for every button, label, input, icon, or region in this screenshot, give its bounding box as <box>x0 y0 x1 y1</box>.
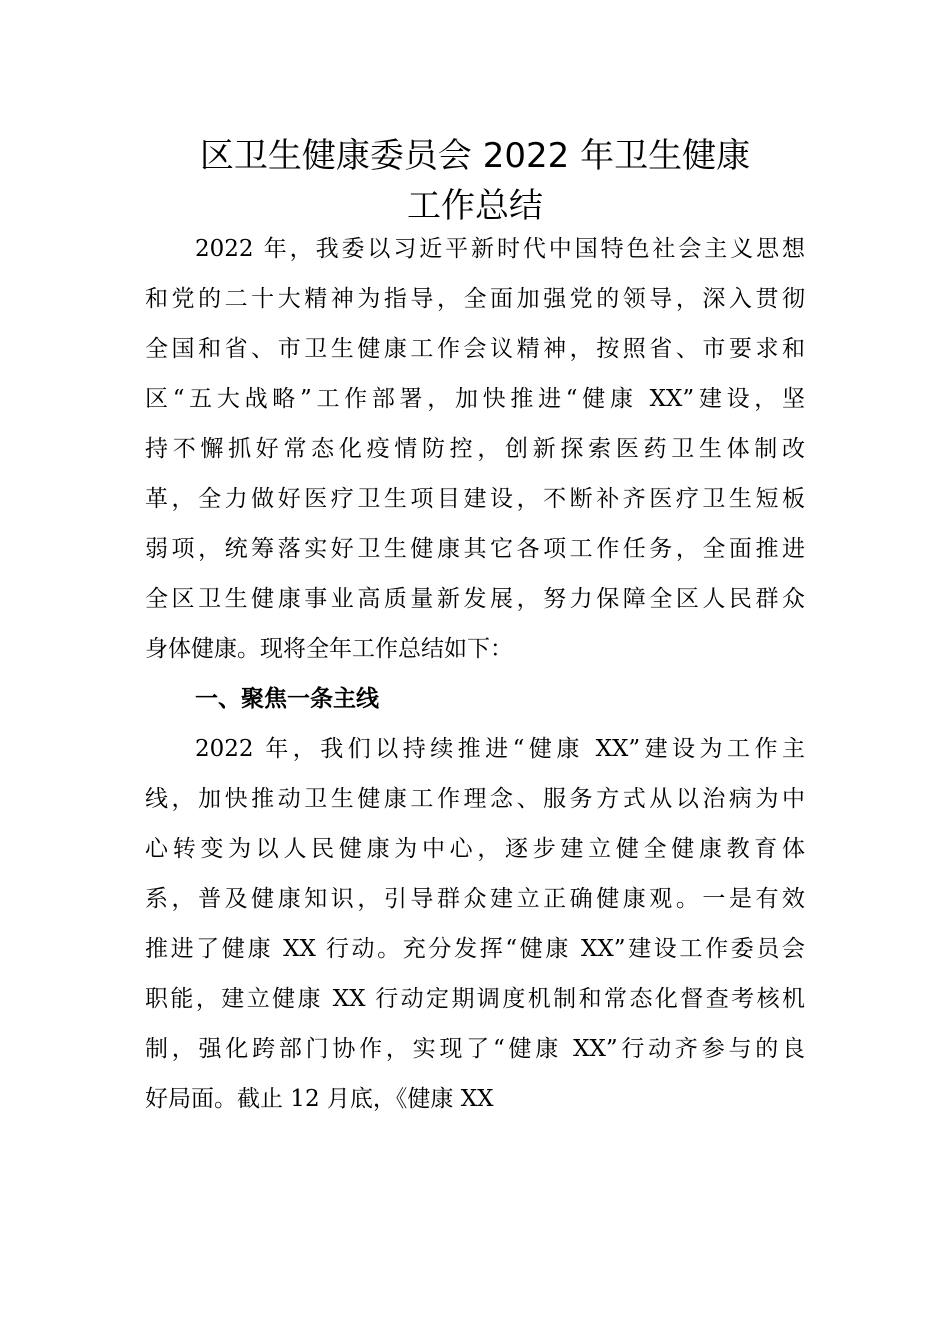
paragraph-2-line: 心转变为以人民健康为中心，逐步建立健全健康教育体 <box>145 836 805 862</box>
paragraph-1-line: 革，全力做好医疗卫生项目建设，不断补齐医疗卫生短板 <box>145 486 805 512</box>
paragraph-1-line: 全国和省、市卫生健康工作会议精神，按照省、市要求和 <box>145 336 805 362</box>
paragraph-1-line: 身体健康。现将全年工作总结如下： <box>145 636 513 662</box>
section-1-heading: 一、聚焦一条主线 <box>195 686 379 712</box>
document-title-line-1: 区卫生健康委员会 2022 年卫生健康 <box>199 136 751 176</box>
paragraph-2-line: 制，强化跨部门协作，实现了“健康 XX”行动齐参与的良 <box>145 1036 805 1062</box>
paragraph-2-line: 推进了健康 XX 行动。充分发挥“健康 XX”建设工作委员会 <box>145 936 805 962</box>
paragraph-2-line: 好局面。截止 12 月底，《健康 XX <box>145 1086 494 1112</box>
paragraph-1-line: 弱项，统筹落实好卫生健康其它各项工作任务，全面推进 <box>145 536 805 562</box>
document-title-line-2: 工作总结 <box>407 186 543 226</box>
paragraph-2-line: 职能，建立健康 XX 行动定期调度机制和常态化督查考核机 <box>145 986 805 1012</box>
paragraph-2-line: 系，普及健康知识，引导群众建立正确健康观。一是有效 <box>145 886 805 912</box>
paragraph-2-line: 2022 年，我们以持续推进“健康 XX”建设为工作主 <box>195 736 805 762</box>
paragraph-1-line: 全区卫生健康事业高质量新发展，努力保障全区人民群众 <box>145 586 805 612</box>
paragraph-1-line: 区“五大战略”工作部署，加快推进“健康 XX”建设，坚 <box>145 386 805 412</box>
paragraph-1-line: 和党的二十大精神为指导，全面加强党的领导，深入贯彻 <box>145 286 805 312</box>
paragraph-2-line: 线，加快推动卫生健康工作理念、服务方式从以治病为中 <box>145 786 805 812</box>
paragraph-1-line: 2022 年，我委以习近平新时代中国特色社会主义思想 <box>195 236 805 262</box>
paragraph-1-line: 持不懈抓好常态化疫情防控，创新探索医药卫生体制改 <box>145 436 805 462</box>
